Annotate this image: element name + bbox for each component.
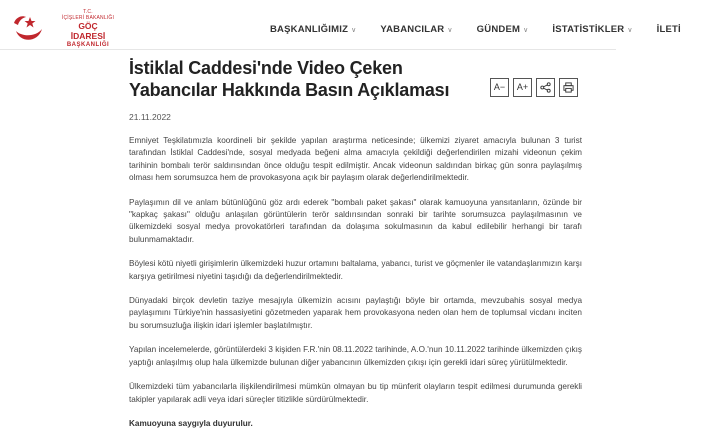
chevron-down-icon: ∨ [523, 27, 529, 34]
article-paragraph: Dünyadaki birçok devletin taziye mesajıyla ülkemizin acısını paylaştığı böyle bir ortamda, mevzubahis sosyal medya paylaşımını Türkiye'nin hassasiyetini gözetmeden yaparak hem provokasyona neden olan hem de toplumsal vicdanı inciten bu sorumsuzluğa ilişkin idari işlemler başlatılmıştır. [129, 296, 582, 330]
chevron-down-icon: ∨ [627, 27, 633, 34]
nav-label: YABANCILAR [380, 24, 445, 35]
decrease-font-button[interactable]: A− [490, 78, 509, 97]
article-date: 21.11.2022 [129, 112, 171, 122]
nav-label: BAŞKANLIĞIMIZ [270, 24, 349, 35]
logo-main: GÖÇ İDARESİ [70, 21, 106, 41]
site-header [0, 0, 681, 50]
article-tools [490, 78, 582, 97]
print-button[interactable] [559, 78, 578, 97]
main-nav [270, 19, 705, 37]
site-logo[interactable] [10, 5, 120, 48]
article [129, 54, 582, 430]
article-paragraph: Ülkemizdeki tüm yabancılarla ilişkilendirilmesi mümkün olmayan bu tip münferit olayların tespit edilmesi durumunda gerekli takipler yapılarak adli veya idari süreçler titizlikle sürdürülmektedir. [129, 382, 582, 404]
article-paragraph: Paylaşımın dil ve anlam bütünlüğünü göz ardı ederek "bombalı paket şakası" olarak kamuoyuna yansıtanların, özünde bir "kapkaç şakası" olduğu anlaşılan görüntülerin terör saldırısından sonraki bir tarihte sorumsuzca paylaşılmasının ve ülkemizdeki sosyal medya provokatörleri tarafından da dolaşıma sokulmasının da kabul edilebilir herhangi bir tarafı bulunmamaktadır. [129, 197, 582, 244]
nav-label: GÜNDEM [476, 24, 521, 35]
nav-item-yabancilar[interactable] [380, 24, 452, 35]
nav-label: İLETİ [656, 24, 681, 35]
share-button[interactable] [536, 78, 555, 97]
article-paragraph: Böylesi kötü niyetli girişimlerin ülkemizdeki huzur ortamını baltalama, yabancı, turist ve göçmenler ile vatandaşlarımızın karşı karşıya getirilmesi niyetini taşıdığı da değerlendirilmektedir. [129, 259, 582, 281]
chevron-down-icon: ∨ [447, 27, 453, 34]
logo-ministry: İÇİŞLERİ BAKANLIĞI [61, 15, 115, 21]
nav-item-ileti[interactable] [657, 24, 681, 35]
article-paragraph: Yapılan incelemelerde, görüntülerdeki 3 kişiden F.R.'nin 08.11.2022 tarihinde, A.O.'nun 10.11.2022 tarihinde ülkemizden çıkış yaptığı anlaşılmış olup hala ülkemizde bulunan diğer yabancının ülkemizden çıkışı için gerekli idari süreç yürütülmektedir. [129, 345, 582, 367]
increase-font-button[interactable]: A+ [513, 78, 532, 97]
nav-item-baskanligimiz[interactable] [270, 24, 356, 35]
logo-tc: T.C. [83, 9, 93, 15]
page-title: İstiklal Caddesi'nde Video Çeken Yabancılar Hakkında Basın Açıklaması [129, 58, 450, 100]
chevron-down-icon: ∨ [351, 27, 357, 34]
nav-item-gundem[interactable] [477, 24, 529, 35]
article-closing: Kamuoyuna saygıyla duyurulur. [129, 418, 253, 428]
print-icon [563, 82, 574, 93]
nav-label: İSTATİSTİKLER [552, 24, 625, 35]
nav-item-istatistikler[interactable] [552, 24, 632, 35]
logo-sub: BAŞKANLIĞI [66, 42, 110, 48]
article-paragraph: Emniyet Teşkilatımızla koordineli bir şekilde yapılan araştırma neticesinde; ülkemizi ziyaret amacıyla bulunan 3 turist tarafından İstiklal Caddesi'nde, sosyal medyada beğeni alma amacıyla çekildiği değerlendirilen mizahi videonun çekim tarihinin bombalı terör saldırısından önce olduğu tespit edilmiştir. Ancak videonun saldırıdan birkaç gün sonra paylaşılmış olması hem sorumsuzca hem de provokasyona açık bir paylaşım olarak değerlendirilmektedir. [129, 136, 582, 183]
share-icon [540, 82, 551, 93]
crescent-star-logo-icon [10, 9, 44, 43]
